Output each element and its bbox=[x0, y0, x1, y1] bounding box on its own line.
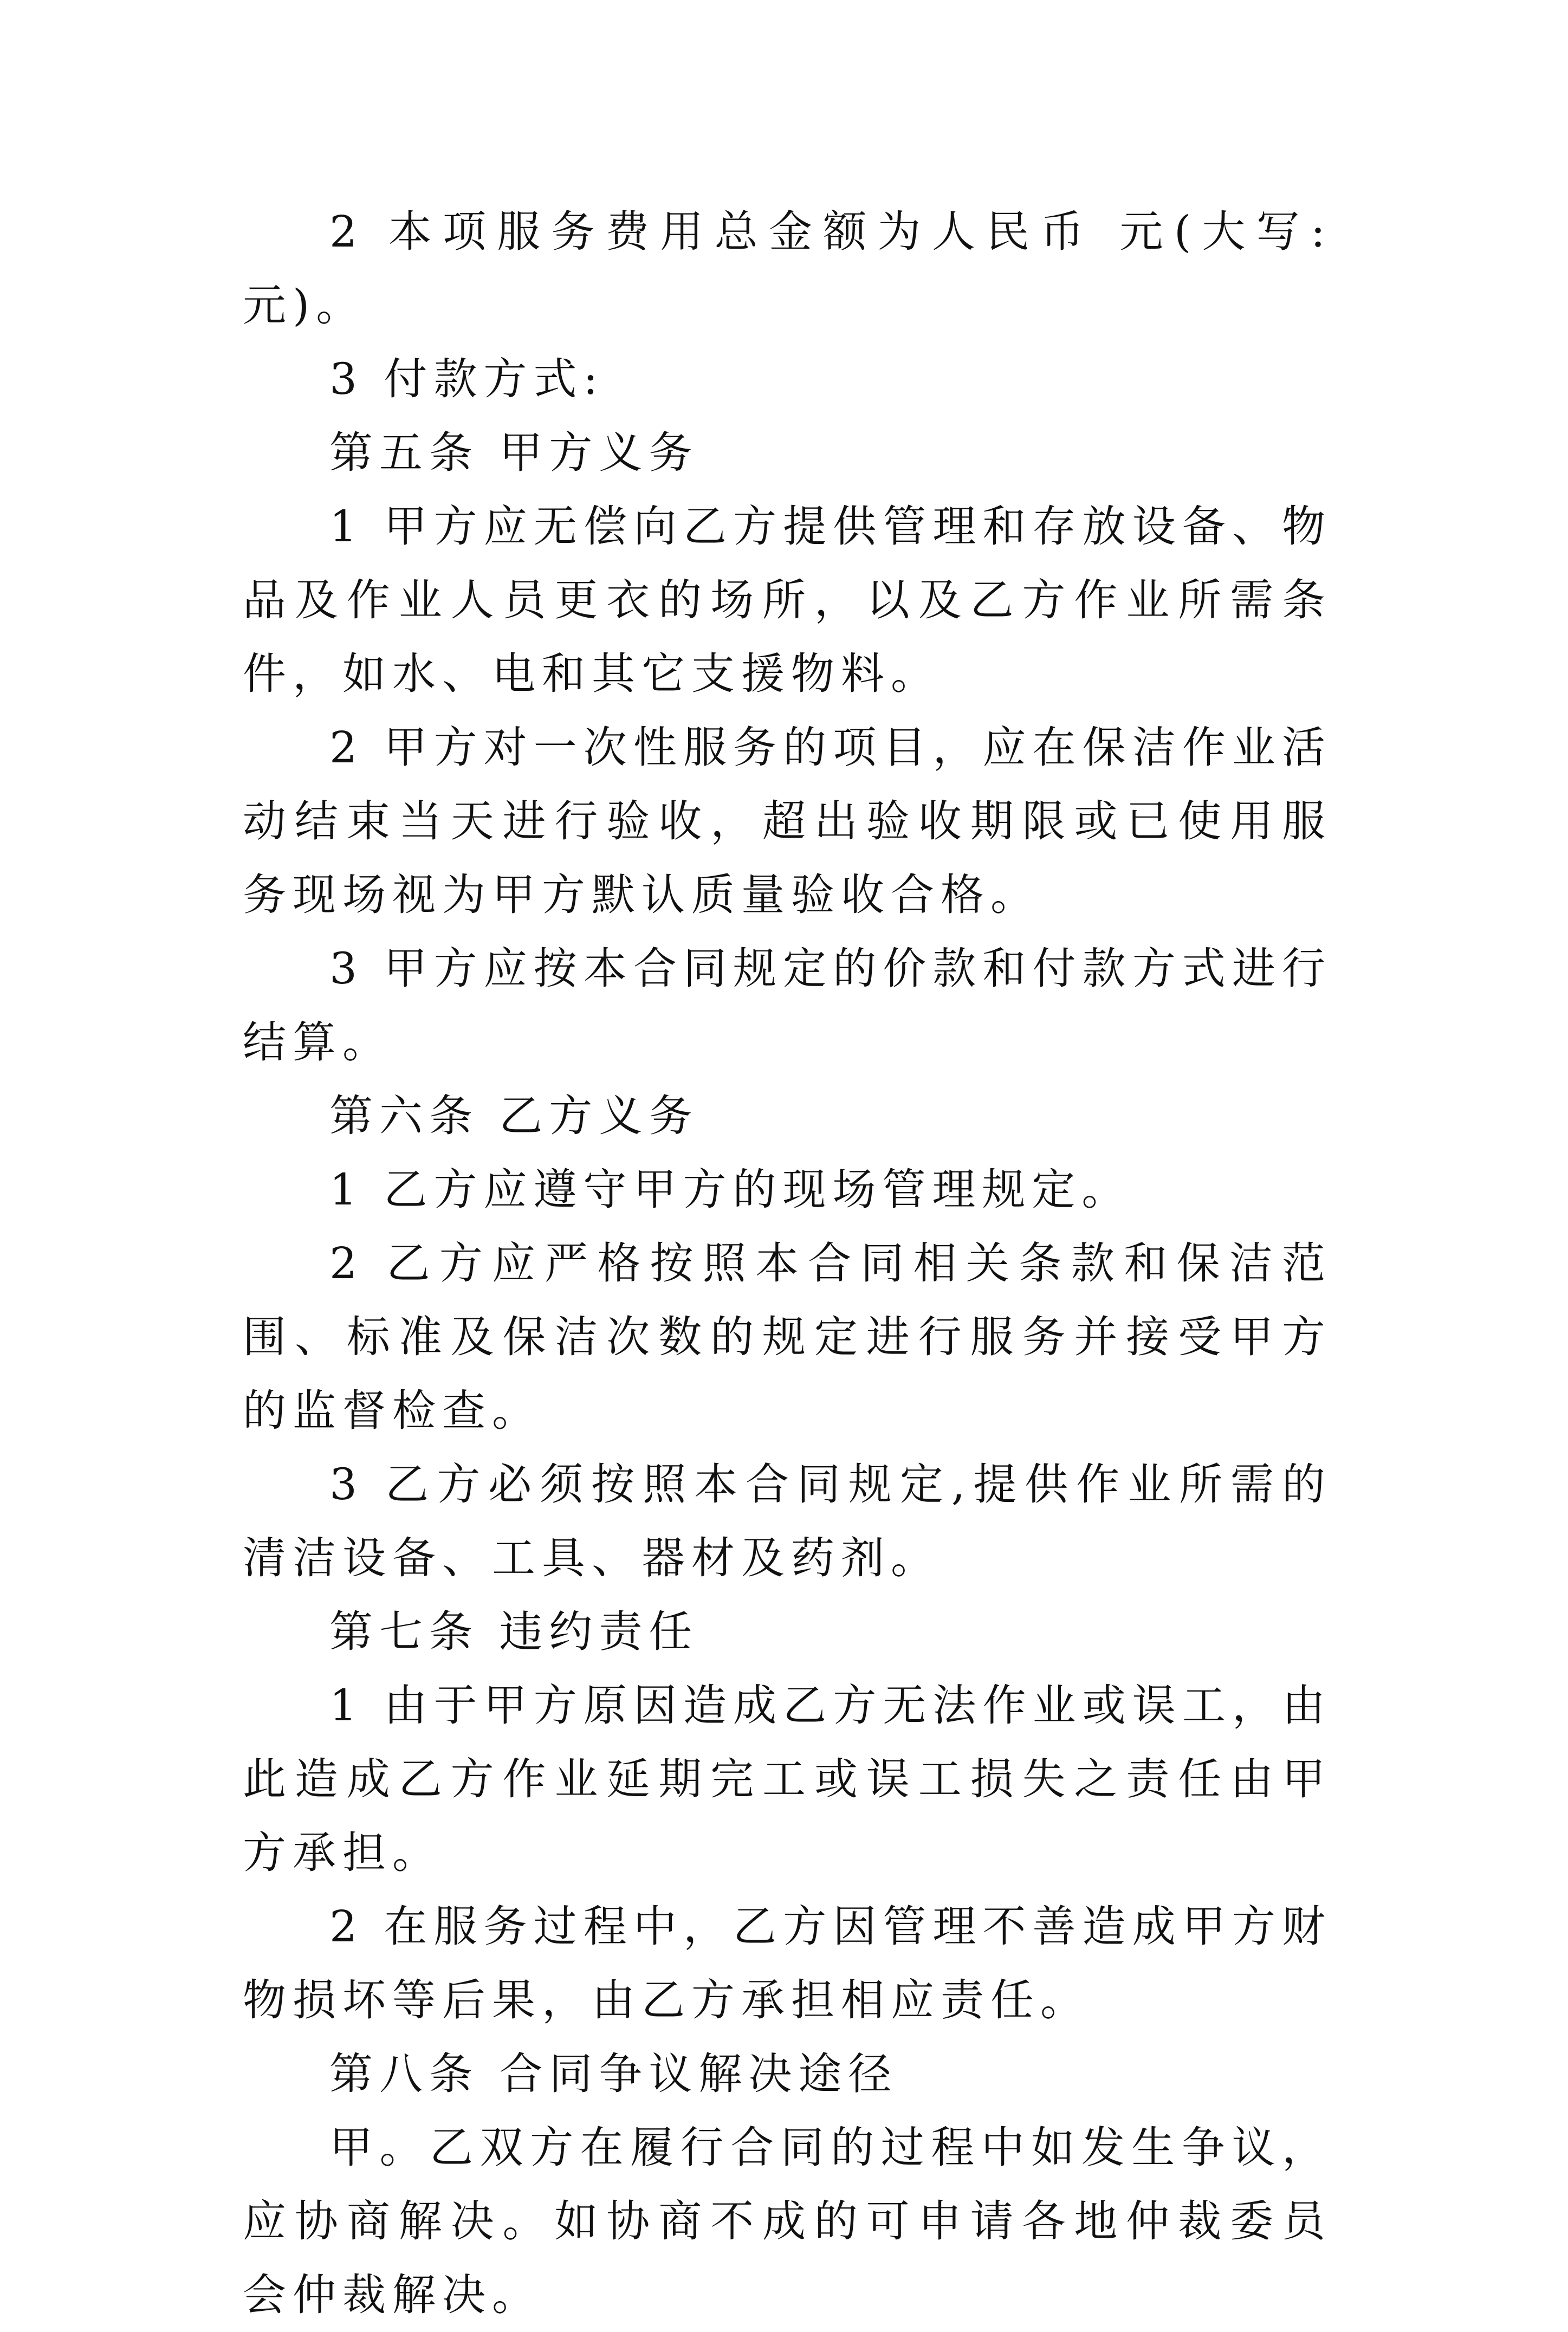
document-body bbox=[243, 195, 1332, 2332]
paragraph-party-a-duty-1: 1 甲方应无偿向乙方提供管理和存放设备、物品及作业人员更衣的场所，以及乙方作业所需条件，如水、电和其它支援物料。 bbox=[243, 501, 1332, 699]
heading-article-6: 第六条 乙方义务 bbox=[329, 1091, 699, 1141]
paragraph-party-b-duty-2: 2 乙方应严格按照本合同相关条款和保洁范围、标准及保洁次数的规定进行服务并接受甲方的监督检查。 bbox=[243, 1238, 1332, 1436]
paragraph-liability-1: 1 由于甲方原因造成乙方无法作业或误工，由此造成乙方作业延期完工或误工损失之责任由甲方承担。 bbox=[243, 1680, 1332, 1878]
paragraph-fee-amount: 2 本项服务费用总金额为人民币 元(大写: 元)。 bbox=[243, 206, 1332, 331]
paragraph-party-b-duty-1: 1 乙方应遵守甲方的现场管理规定。 bbox=[329, 1164, 1132, 1215]
paragraph-party-a-duty-3: 3 甲方应按本合同规定的价款和付款方式进行结算。 bbox=[243, 943, 1332, 1067]
paragraph-payment-method: 3 付款方式: bbox=[329, 354, 605, 404]
paragraph-dispute-resolution: 甲。乙双方在履行合同的过程中如发生争议，应协商解决。如协商不成的可申请各地仲裁委员会仲裁解决。 bbox=[243, 2122, 1332, 2320]
paragraph-party-b-duty-3: 3 乙方必须按照本合同规定,提供作业所需的清洁设备、工具、器材及药剂。 bbox=[243, 1459, 1332, 1583]
paragraph-party-a-duty-2: 2 甲方对一次性服务的项目，应在保洁作业活动结束当天进行验收，超出验收期限或已使用服务现场视为甲方默认质量验收合格。 bbox=[243, 722, 1332, 920]
paragraph-liability-2: 2 在服务过程中，乙方因管理不善造成甲方财物损坏等后果，由乙方承担相应责任。 bbox=[243, 1901, 1332, 2025]
heading-article-8: 第八条 合同争议解决途径 bbox=[329, 2049, 898, 2099]
heading-article-7: 第七条 违约责任 bbox=[329, 1607, 699, 1657]
heading-article-5: 第五条 甲方义务 bbox=[329, 427, 699, 478]
